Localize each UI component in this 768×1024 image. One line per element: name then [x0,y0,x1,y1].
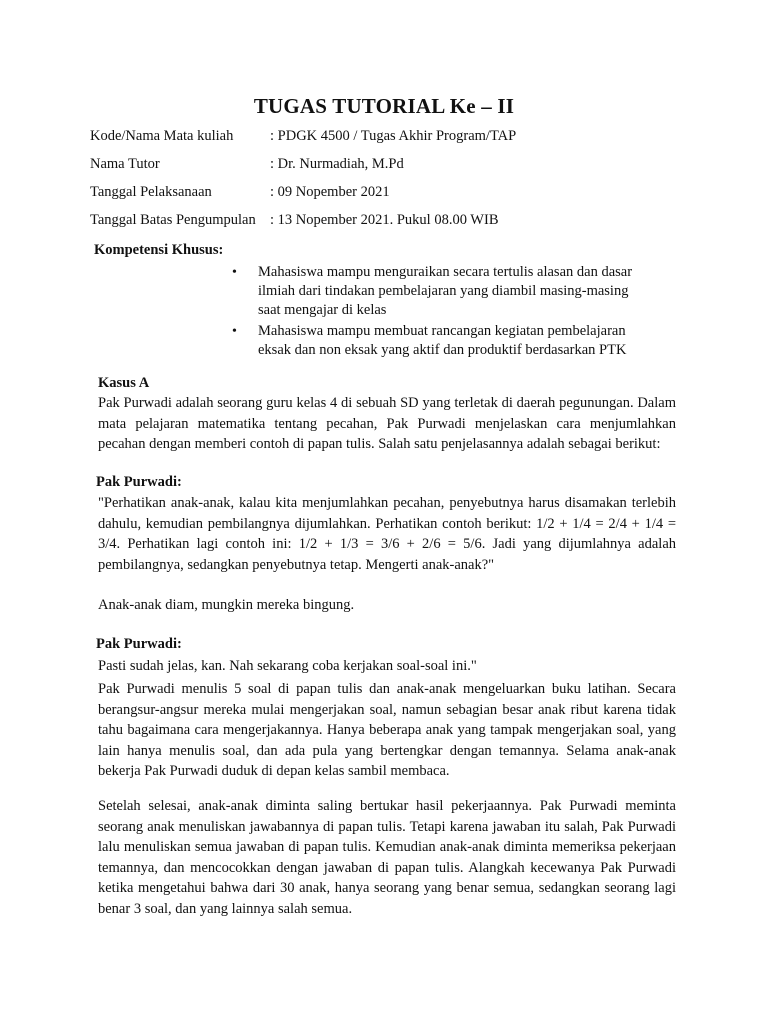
kasus-heading: Kasus A [98,375,150,391]
info-row-deadline [90,212,499,229]
kompetensi-list [232,263,652,362]
info-label: Tanggal Pelaksanaan [90,184,212,200]
info-value: : PDGK 4500 / Tugas Akhir Program/TAP [270,128,517,144]
info-row-date [90,184,390,201]
kasus-intro: Pak Purwadi adalah seorang guru kelas 4 di sebuah SD yang terletak di daerah pegunungan. Dalam mata pelajaran matematika tentang pecahan, Pak Purwadi menjelaskan cara menjumlahkan pecahan dengan memberi contoh di papan tulis. Salah satu penjelasannya adalah sebagai berikut: [98,395,676,452]
speaker-label: Pak Purwadi: [96,636,182,652]
bullet-icon: • [232,265,237,280]
info-value: : 13 Nopember 2021. Pukul 08.00 WIB [270,212,499,228]
document-title: TUGAS TUTORIAL Ke – II [253,94,515,118]
info-value: : 09 Nopember 2021 [270,184,390,200]
speaker-label: Pak Purwadi: [96,474,182,490]
list-item [232,322,652,360]
body-paragraph: Pak Purwadi menulis 5 soal di papan tulis dan anak-anak mengeluarkan buku latihan. Secara berangsur-angsur mereka mulai mengerjakan soal, namun sebagian besar anak ribut karena tidak tahu bagaimana cara mengerjakannya. Hanya beberapa anak yang tampak mengerjakan soal, yang lain hanya menulis soal, dan ada pula yang bertengkar dengan temannya. Selama anak-anak bekerja Pak Purwadi duduk di depan kelas sambil membaca. [98,681,676,779]
list-item [232,263,652,320]
quote-paragraph: Pasti sudah jelas, kan. Nah sekarang coba kerjakan soal-soal ini." [98,658,477,674]
reaction-text: Anak-anak diam, mungkin mereka bingung. [98,597,355,613]
kompetensi-item-text: Mahasiswa mampu menguraikan secara tertulis alasan dan dasar ilmiah dari tindakan pembelajaran yang diambil masing-masing saat mengajar di kelas [258,264,633,318]
kompetensi-heading: Kompetensi Khusus: [94,242,224,258]
bullet-icon: • [232,324,237,339]
info-label: Kode/Nama Mata kuliah [90,128,234,144]
info-value: : Dr. Nurmadiah, M.Pd [270,156,404,172]
body-paragraph: Setelah selesai, anak-anak diminta saling bertukar hasil pekerjaannya. Pak Purwadi meminta seorang anak menuliskan jawabannya di papan tulis. Tetapi karena jawaban itu salah, Pak Purwadi lalu menuliskan semua jawaban di papan tulis. Kemudian anak-anak diminta memeriksa pekerjaan temannya, dan mencocokkan dengan jawaban di papan tulis. Alangkah kecewanya Pak Purwadi ketika mengetahui bahwa dari 30 anak, hanya seorang yang benar semua, sedangkan seorang lagi benar 3 soal, dan yang lainnya salah semua. [98,798,676,917]
quote-paragraph: "Perhatikan anak-anak, kalau kita menjumlahkan pecahan, penyebutnya harus disamakan terlebih dahulu, kemudian pembilangnya dijumlahkan. Perhatikan contoh berikut: 1/2 + 1/4 = 2/4 + 1/4 = 3/4. Perhatikan lagi contoh ini: 1/2 + 1/3 = 3/6 + 2/6 = 5/6. Jadi yang dijumlahnya adalah pembilangnya, sedangkan penyebutnya tetap. Mengerti anak-anak?" [98,495,676,573]
info-row-course [90,128,516,145]
info-label: Tanggal Batas Pengumpulan [90,212,256,228]
kompetensi-item-text: Mahasiswa mampu membuat rancangan kegiatan pembelajaran eksak dan non eksak yang aktif dan produktif berdasarkan PTK [258,323,627,358]
info-label: Nama Tutor [90,156,160,172]
info-row-tutor [90,156,404,173]
